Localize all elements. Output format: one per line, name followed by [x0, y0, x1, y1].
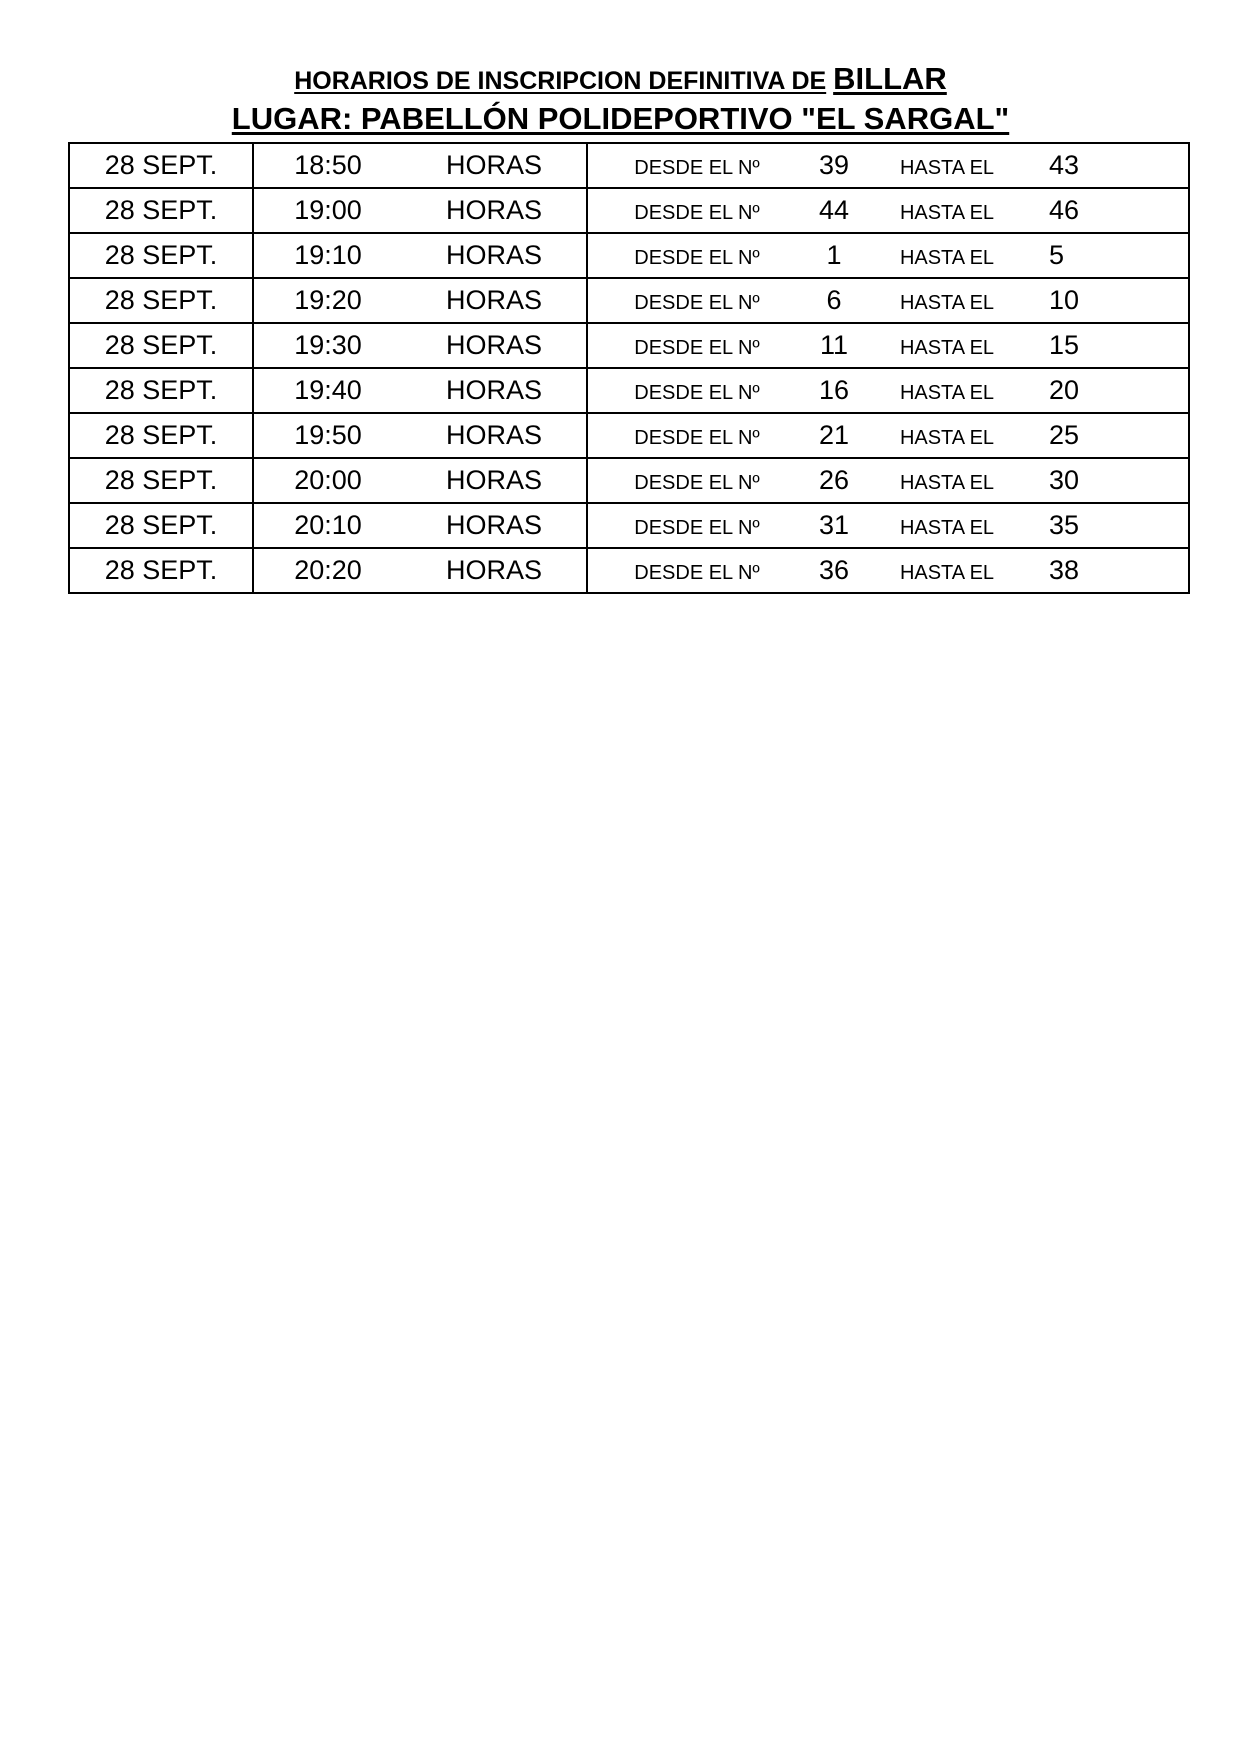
from-number-cell: 6 — [806, 278, 862, 323]
to-label-cell: HASTA EL — [862, 548, 1032, 593]
unit-cell: HORAS — [402, 188, 587, 233]
to-number-cell: 20 — [1032, 368, 1189, 413]
to-number-cell: 15 — [1032, 323, 1189, 368]
time-cell: 20:10 — [253, 503, 402, 548]
unit-cell: HORAS — [402, 233, 587, 278]
unit-cell: HORAS — [402, 143, 587, 188]
table-row — [69, 188, 1189, 233]
table-row — [69, 278, 1189, 323]
from-label-cell: DESDE EL Nº — [587, 413, 806, 458]
from-number-cell: 1 — [806, 233, 862, 278]
to-label-cell: HASTA EL — [862, 503, 1032, 548]
to-number-cell: 46 — [1032, 188, 1189, 233]
schedule-table — [68, 142, 1190, 594]
date-cell: 28 SEPT. — [69, 233, 253, 278]
date-cell: 28 SEPT. — [69, 458, 253, 503]
from-label-cell: DESDE EL Nº — [587, 278, 806, 323]
to-number-cell: 10 — [1032, 278, 1189, 323]
from-number-cell: 39 — [806, 143, 862, 188]
from-label-cell: DESDE EL Nº — [587, 548, 806, 593]
time-cell: 19:20 — [253, 278, 402, 323]
to-label-cell: HASTA EL — [862, 188, 1032, 233]
table-row — [69, 143, 1189, 188]
table-row — [69, 503, 1189, 548]
location-heading — [0, 101, 1241, 137]
table-row — [69, 413, 1189, 458]
to-label-cell: HASTA EL — [862, 413, 1032, 458]
unit-cell: HORAS — [402, 413, 587, 458]
unit-cell: HORAS — [402, 368, 587, 413]
from-label-cell: DESDE EL Nº — [587, 188, 806, 233]
time-cell: 19:40 — [253, 368, 402, 413]
to-number-cell: 38 — [1032, 548, 1189, 593]
to-label-cell: HASTA EL — [862, 323, 1032, 368]
table-row — [69, 458, 1189, 503]
time-cell: 19:50 — [253, 413, 402, 458]
from-label-cell: DESDE EL Nº — [587, 143, 806, 188]
time-cell: 20:00 — [253, 458, 402, 503]
time-cell: 19:00 — [253, 188, 402, 233]
from-number-cell: 21 — [806, 413, 862, 458]
title-sport: BILLAR — [833, 61, 947, 96]
from-label-cell: DESDE EL Nº — [587, 233, 806, 278]
time-cell: 19:30 — [253, 323, 402, 368]
table-row — [69, 548, 1189, 593]
date-cell: 28 SEPT. — [69, 323, 253, 368]
to-label-cell: HASTA EL — [862, 143, 1032, 188]
from-number-cell: 11 — [806, 323, 862, 368]
from-number-cell: 26 — [806, 458, 862, 503]
title-prefix: HORARIOS DE INSCRIPCION DEFINITIVA DE — [294, 67, 827, 95]
to-number-cell: 5 — [1032, 233, 1189, 278]
date-cell: 28 SEPT. — [69, 278, 253, 323]
unit-cell: HORAS — [402, 278, 587, 323]
unit-cell: HORAS — [402, 323, 587, 368]
from-number-cell: 36 — [806, 548, 862, 593]
date-cell: 28 SEPT. — [69, 188, 253, 233]
unit-cell: HORAS — [402, 503, 587, 548]
from-label-cell: DESDE EL Nº — [587, 323, 806, 368]
table-row — [69, 368, 1189, 413]
date-cell: 28 SEPT. — [69, 503, 253, 548]
date-cell: 28 SEPT. — [69, 143, 253, 188]
date-cell: 28 SEPT. — [69, 548, 253, 593]
table-row — [69, 233, 1189, 278]
table-row — [69, 323, 1189, 368]
from-number-cell: 44 — [806, 188, 862, 233]
from-label-cell: DESDE EL Nº — [587, 503, 806, 548]
from-label-cell: DESDE EL Nº — [587, 458, 806, 503]
from-number-cell: 31 — [806, 503, 862, 548]
to-label-cell: HASTA EL — [862, 368, 1032, 413]
to-label-cell: HASTA EL — [862, 278, 1032, 323]
unit-cell: HORAS — [402, 458, 587, 503]
time-cell: 18:50 — [253, 143, 402, 188]
to-label-cell: HASTA EL — [862, 233, 1032, 278]
to-number-cell: 35 — [1032, 503, 1189, 548]
from-number-cell: 16 — [806, 368, 862, 413]
to-number-cell: 25 — [1032, 413, 1189, 458]
to-number-cell: 43 — [1032, 143, 1189, 188]
unit-cell: HORAS — [402, 548, 587, 593]
time-cell: 20:20 — [253, 548, 402, 593]
schedule-table-body — [69, 143, 1189, 593]
from-label-cell: DESDE EL Nº — [587, 368, 806, 413]
time-cell: 19:10 — [253, 233, 402, 278]
to-label-cell: HASTA EL — [862, 458, 1032, 503]
location-text: LUGAR: PABELLÓN POLIDEPORTIVO "EL SARGAL" — [231, 101, 1010, 136]
date-cell: 28 SEPT. — [69, 413, 253, 458]
to-number-cell: 30 — [1032, 458, 1189, 503]
page-title — [0, 62, 1241, 98]
date-cell: 28 SEPT. — [69, 368, 253, 413]
